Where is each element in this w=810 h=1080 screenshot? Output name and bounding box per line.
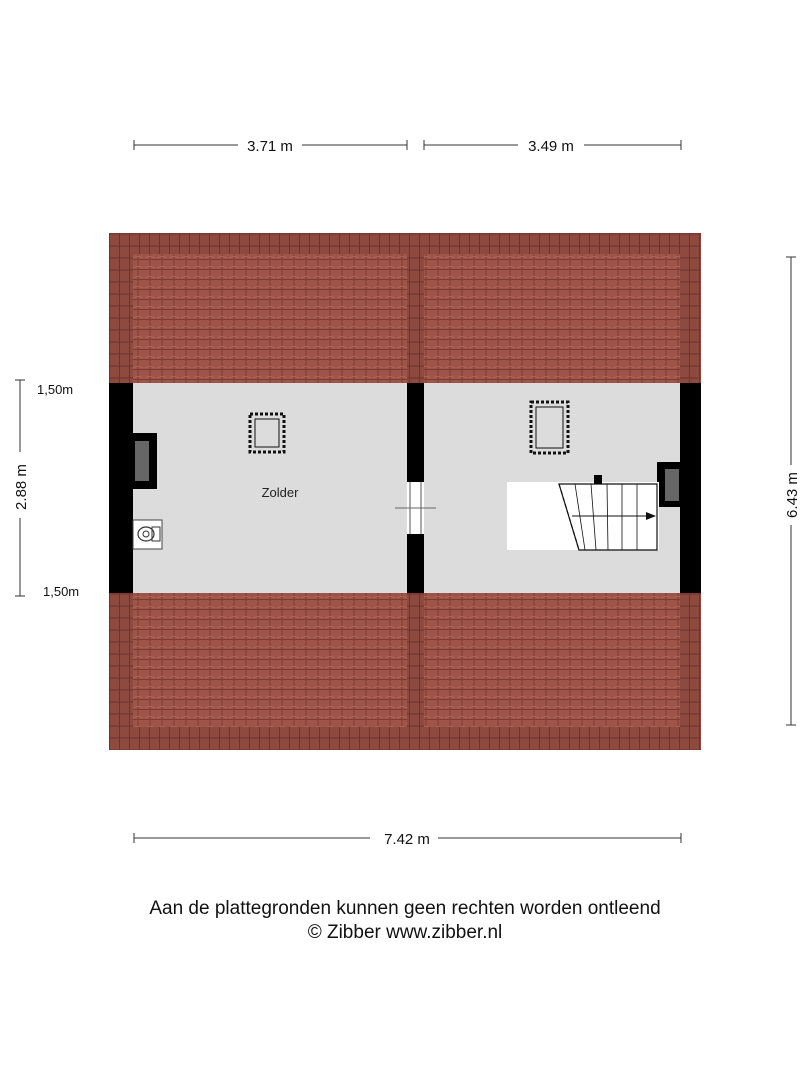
dimension-left-lower-label: 1,50m xyxy=(43,584,80,599)
wall-left xyxy=(109,383,133,593)
dimension-right xyxy=(784,257,801,725)
roof-upper-left-panel xyxy=(133,254,408,383)
roof-lower-right-panel xyxy=(424,593,680,727)
wall-right xyxy=(680,383,701,593)
skylight-left xyxy=(250,414,284,452)
wall-middle-lower xyxy=(407,534,424,593)
dimension-left-upper-label: 1,50m xyxy=(37,382,74,397)
dimension-right-label: 6.43 m xyxy=(784,472,801,518)
roof-upper-right-panel xyxy=(424,254,680,383)
staircase xyxy=(507,475,659,550)
disclaimer-text: Aan de plattegronden kunnen geen rechten worden ontleend xyxy=(149,898,661,919)
dimension-top-left-label: 3.71 m xyxy=(247,138,293,155)
chimney-right xyxy=(657,462,683,507)
dimension-top-right xyxy=(424,138,681,155)
roof-lower-left-panel xyxy=(133,593,408,727)
room-label: Zolder xyxy=(261,485,299,500)
dimension-bottom-label: 7.42 m xyxy=(384,831,430,848)
copyright-text: © Zibber www.zibber.nl xyxy=(307,922,503,943)
boiler-icon xyxy=(133,520,162,549)
chimney-left xyxy=(130,433,157,489)
dimension-top-right-label: 3.49 m xyxy=(528,138,574,155)
dimension-top-left xyxy=(134,138,407,155)
dimension-bottom xyxy=(134,831,681,848)
dimension-left xyxy=(13,380,79,599)
dimension-left-label: 2.88 m xyxy=(13,464,30,510)
skylight-right xyxy=(531,402,568,453)
wall-middle-upper xyxy=(407,383,424,482)
